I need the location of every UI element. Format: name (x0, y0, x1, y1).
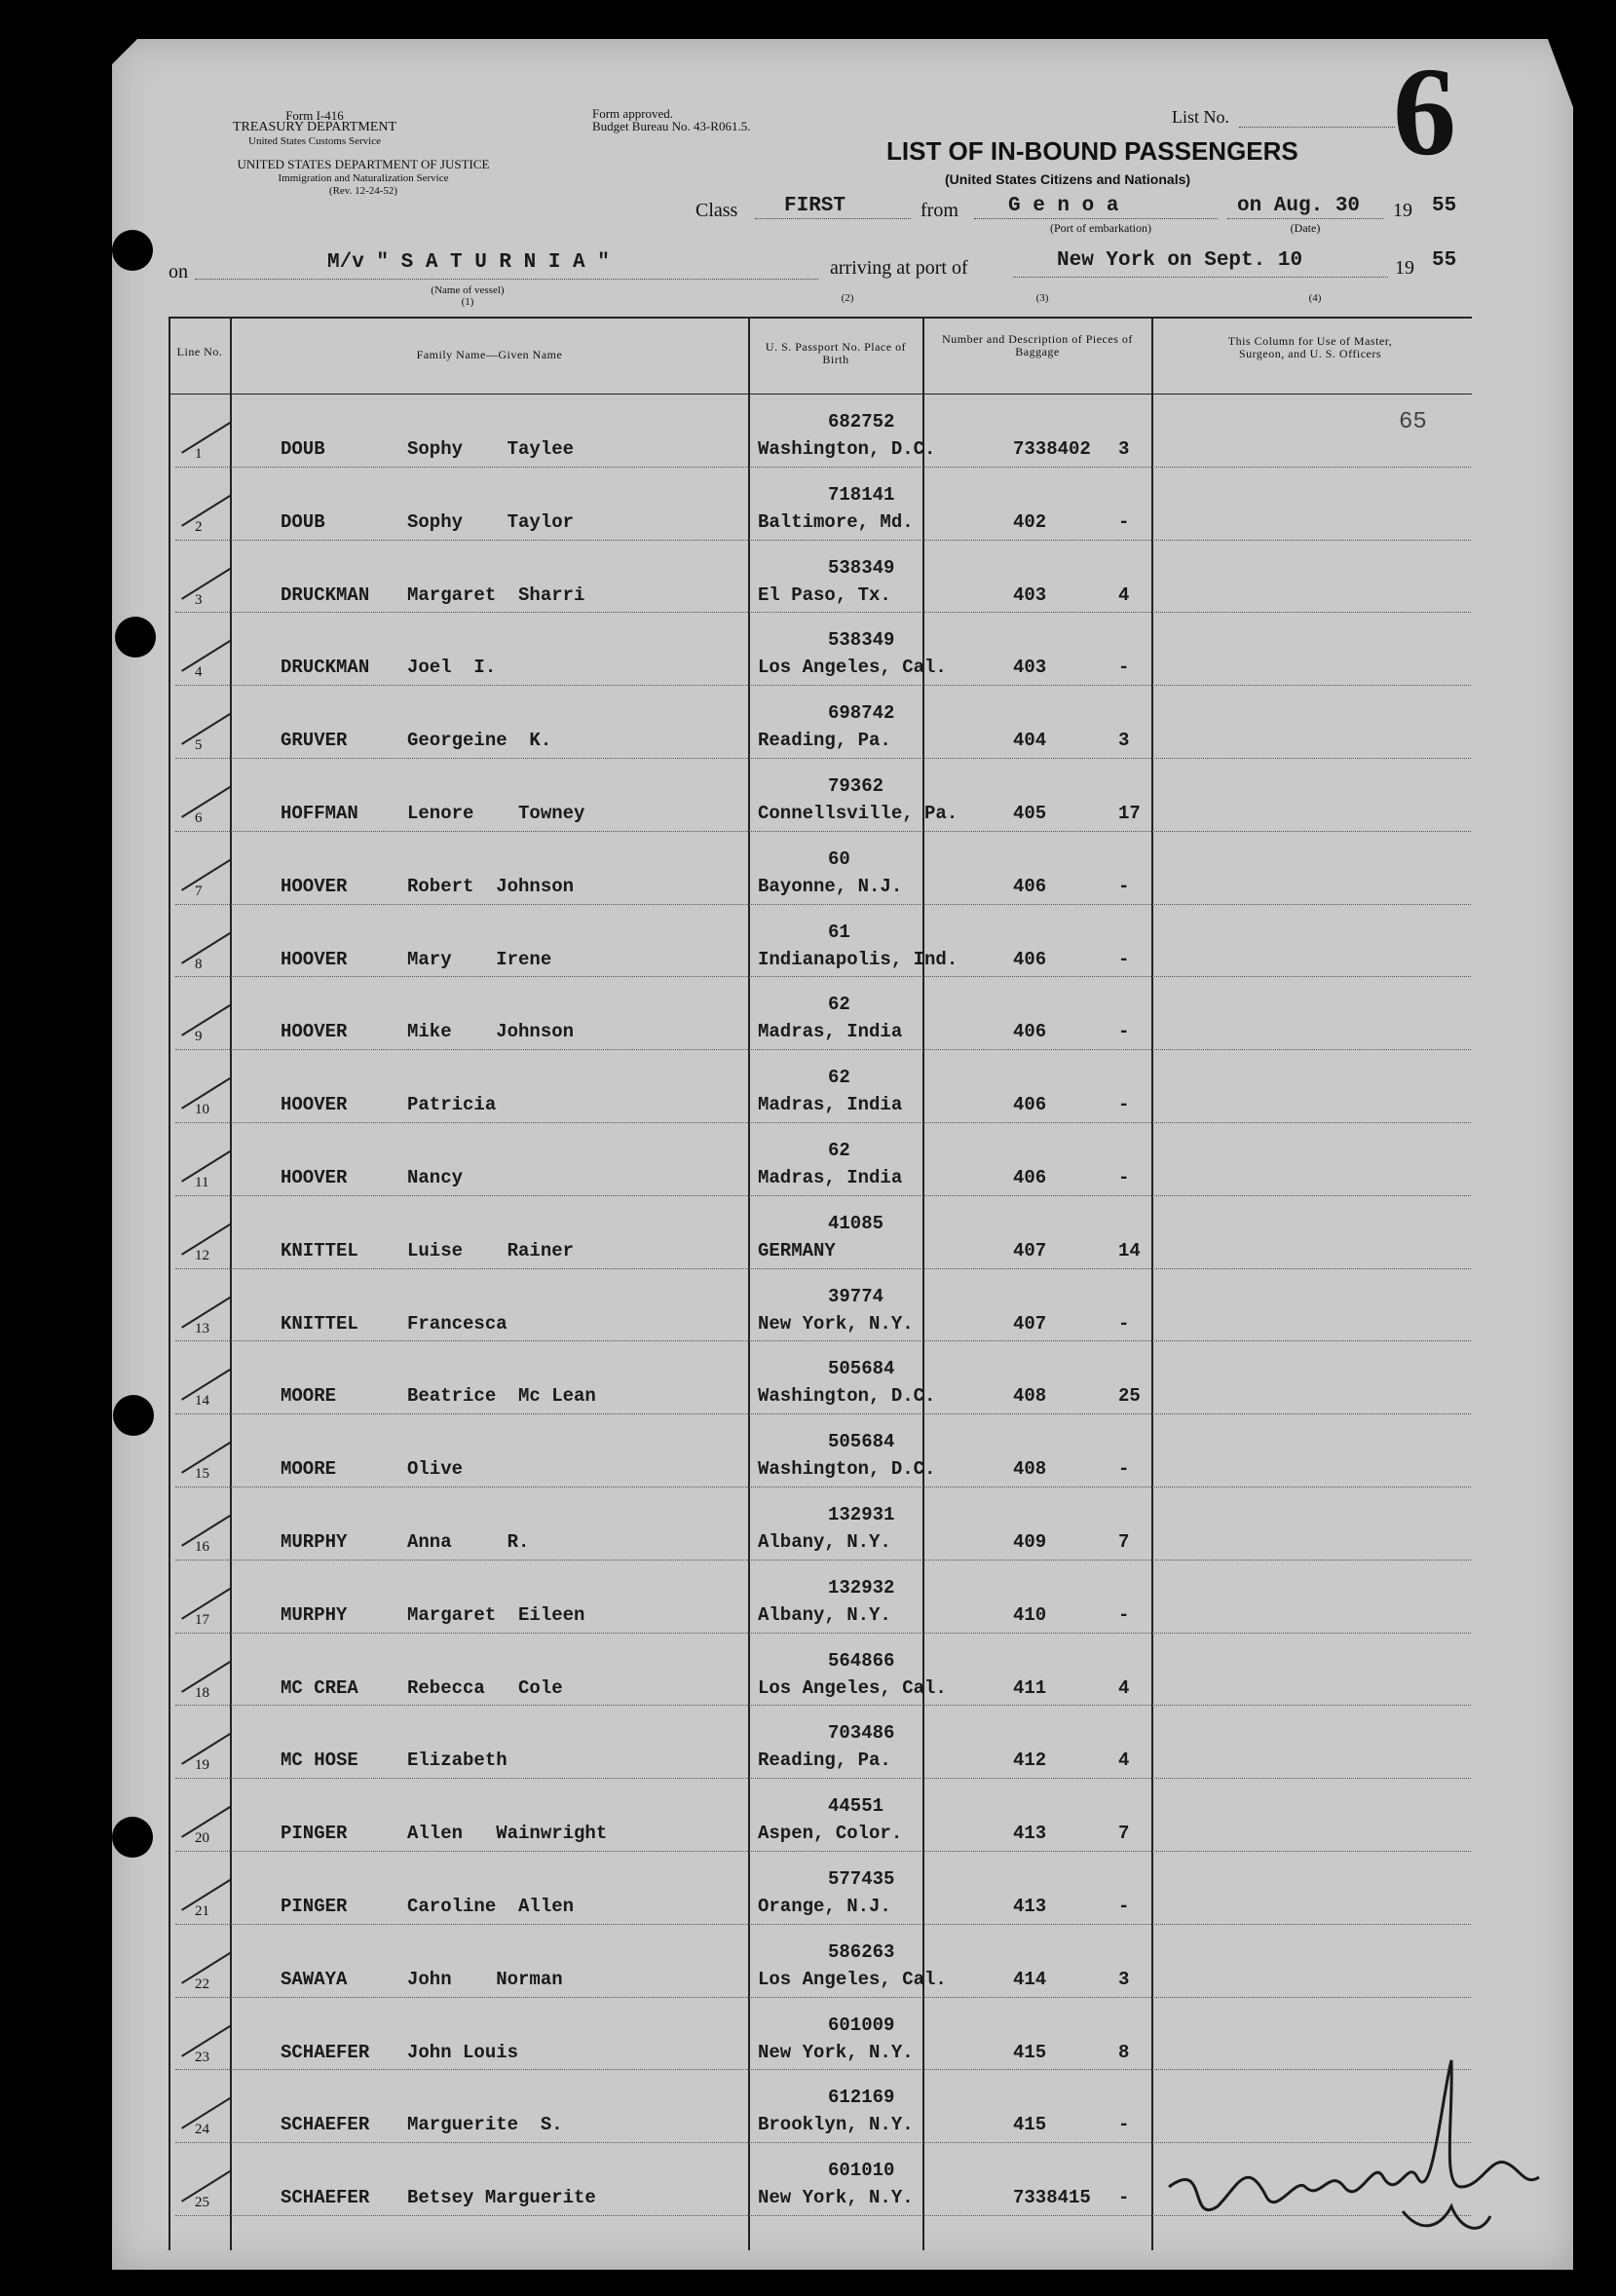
row-divider (175, 1705, 1471, 1706)
line-number: 16 (195, 1539, 209, 1555)
form-approved: Form approved. (592, 106, 674, 121)
ins-service: Immigration and Naturalization Service (278, 172, 449, 184)
place-of-birth: Madras, India (758, 1094, 903, 1116)
place-of-birth: Albany, N.Y. (758, 1531, 891, 1553)
place-of-birth: New York, N.Y. (758, 2041, 914, 2063)
family-name: MC HOSE (281, 1750, 358, 1772)
punch-hole (113, 1395, 154, 1436)
given-name: Betsey Marguerite (407, 2187, 596, 2209)
baggage-pieces: 3 (1118, 1968, 1130, 1990)
row-divider (175, 758, 1471, 759)
punch-hole (115, 617, 156, 658)
line-number: 5 (195, 737, 203, 754)
baggage-pieces: 25 (1118, 1385, 1141, 1408)
passport-number: 62 (828, 1067, 850, 1089)
family-name: HOOVER (281, 1167, 348, 1188)
row-divider (175, 1851, 1471, 1852)
given-name: Sophy Taylee (407, 438, 575, 460)
given-name: Patricia (407, 1094, 497, 1116)
line-number: 15 (195, 1466, 209, 1483)
header-bottom-border (169, 394, 1472, 395)
class-label: Class (695, 200, 738, 221)
row-divider (175, 540, 1471, 541)
row-divider (175, 1122, 1471, 1123)
line-number: 19 (195, 1757, 209, 1774)
officer-note: 65 (1399, 409, 1427, 435)
passport-number: 538349 (828, 629, 895, 652)
baggage-tag: 409 (1013, 1531, 1047, 1553)
line-number: 17 (195, 1611, 209, 1628)
passport-number: 718141 (828, 483, 895, 506)
given-name: Anna R. (407, 1531, 530, 1553)
table-left-border (169, 317, 170, 2250)
place-of-birth: GERMANY (758, 1239, 836, 1261)
punch-hole (112, 230, 153, 271)
given-name: Robert Johnson (407, 875, 575, 897)
baggage-tag: 7338415 (1013, 2187, 1091, 2209)
baggage-pieces: - (1118, 1094, 1130, 1116)
page-corner (112, 39, 137, 64)
line-number: 6 (195, 810, 203, 826)
passport-number: 538349 (828, 556, 895, 579)
baggage-pieces: - (1118, 2187, 1130, 2209)
baggage-tag: 403 (1013, 657, 1047, 679)
family-name: HOOVER (281, 1094, 348, 1116)
given-name: Margaret Eileen (407, 1603, 585, 1626)
given-name: Francesca (407, 1312, 507, 1335)
family-name: KNITTEL (281, 1312, 358, 1335)
line-number: 3 (195, 591, 203, 608)
baggage-tag: 408 (1013, 1385, 1047, 1408)
given-name: Nancy (407, 1167, 464, 1188)
passport-number: 505684 (828, 1431, 895, 1453)
baggage-col-border (1151, 317, 1153, 2250)
row-divider (175, 685, 1471, 686)
line-number: 23 (195, 2049, 209, 2065)
place-of-birth: New York, N.Y. (758, 1312, 914, 1335)
arrival-line (1013, 277, 1388, 278)
line-number: 13 (195, 1320, 209, 1336)
baggage-pieces: 17 (1118, 803, 1141, 824)
place-of-birth: Reading, Pa. (758, 1750, 891, 1772)
baggage-tag: 415 (1013, 2041, 1047, 2063)
place-of-birth: Washington, D.C. (758, 438, 936, 460)
passport-number: 564866 (828, 1649, 895, 1672)
line-number: 2 (195, 518, 203, 535)
given-name: Marguerite S. (407, 2114, 563, 2136)
revision: (Rev. 12-24-52) (328, 185, 398, 197)
baggage-pieces: - (1118, 1896, 1130, 1917)
list-no-label: List No. (1172, 107, 1230, 127)
family-name: KNITTEL (281, 1239, 358, 1261)
justice-dept: UNITED STATES DEPARTMENT OF JUSTICE (237, 157, 490, 171)
col-ref-3: (3) (1035, 292, 1049, 304)
line-number: 7 (195, 883, 203, 899)
baggage-tag: 406 (1013, 948, 1047, 970)
place-of-birth: Orange, N.J. (758, 1896, 891, 1917)
punch-hole (112, 1817, 153, 1858)
baggage-pieces: - (1118, 510, 1130, 533)
passport-number: 505684 (828, 1358, 895, 1380)
row-divider (175, 976, 1471, 977)
family-name: HOOVER (281, 875, 348, 897)
given-name: John Louis (407, 2041, 519, 2063)
baggage-tag: 406 (1013, 875, 1047, 897)
baggage-pieces: - (1118, 2114, 1130, 2136)
place-of-birth: Los Angeles, Cal. (758, 1676, 947, 1699)
baggage-tag: 406 (1013, 1021, 1047, 1043)
baggage-pieces: 8 (1118, 2041, 1130, 2063)
baggage-pieces: - (1118, 1167, 1130, 1188)
passport-number: 698742 (828, 702, 895, 725)
row-divider (175, 467, 1471, 468)
baggage-pieces: - (1118, 1312, 1130, 1335)
place-of-birth: Aspen, Color. (758, 1823, 903, 1845)
baggage-pieces: - (1118, 948, 1130, 970)
baggage-pieces: 3 (1118, 730, 1130, 752)
place-of-birth: Madras, India (758, 1021, 903, 1043)
baggage-pieces: 14 (1118, 1239, 1141, 1261)
place-of-birth: Albany, N.Y. (758, 1603, 891, 1626)
family-name: DRUCKMAN (281, 583, 370, 606)
baggage-tag: 411 (1013, 1676, 1047, 1699)
budget-bureau: Budget Bureau No. 43-R061.5. (592, 119, 751, 133)
row-divider (175, 904, 1471, 905)
family-name: MOORE (281, 1385, 337, 1408)
place-of-birth: Reading, Pa. (758, 730, 891, 752)
passport-number: 39774 (828, 1285, 884, 1307)
from-label: from (921, 200, 958, 221)
family-name: DOUB (281, 438, 325, 460)
arrival-port-date: New York on Sept. 10 (1057, 249, 1303, 272)
baggage-tag: 408 (1013, 1458, 1047, 1481)
arrival-year: 55 (1432, 249, 1457, 272)
department: TREASURY DEPARTMENT (232, 120, 397, 134)
family-name: SCHAEFER (281, 2041, 370, 2063)
passport-number: 41085 (828, 1212, 884, 1234)
baggage-tag: 413 (1013, 1823, 1047, 1845)
family-name: DOUB (281, 510, 325, 533)
line-number: 14 (195, 1393, 209, 1410)
given-name: Luise Rainer (407, 1239, 575, 1261)
departure-year: 55 (1432, 195, 1457, 217)
row-divider (175, 831, 1471, 832)
place-of-birth: Brooklyn, N.Y. (758, 2114, 914, 2136)
line-number: 10 (195, 1102, 209, 1118)
line-number: 12 (195, 1247, 209, 1263)
place-of-birth: Baltimore, Md. (758, 510, 914, 533)
baggage-tag: 413 (1013, 1896, 1047, 1917)
baggage-pieces: - (1118, 1458, 1130, 1481)
passport-number: 44551 (828, 1795, 884, 1818)
baggage-tag: 414 (1013, 1968, 1047, 1990)
given-name: Georgeine K. (407, 730, 552, 752)
given-name: Margaret Sharri (407, 583, 585, 606)
family-name: MOORE (281, 1458, 337, 1481)
baggage-tag: 405 (1013, 803, 1047, 824)
baggage-pieces: - (1118, 657, 1130, 679)
family-name: HOOVER (281, 948, 348, 970)
place-of-birth: Bayonne, N.J. (758, 875, 903, 897)
given-name: Allen Wainwright (407, 1823, 608, 1845)
vessel-name: M/v " S A T U R N I A " (327, 251, 610, 274)
document-subtitle: (United States Citizens and Nationals) (945, 171, 1191, 187)
family-name: MURPHY (281, 1603, 348, 1626)
passport-number: 132932 (828, 1576, 895, 1599)
baggage-tag: 406 (1013, 1094, 1047, 1116)
baggage-tag: 412 (1013, 1750, 1047, 1772)
baggage-tag: 404 (1013, 730, 1047, 752)
header-baggage: Number and Description of Pieces of Baggage (942, 332, 1133, 358)
on-label: on (169, 261, 188, 282)
row-divider (175, 1778, 1471, 1779)
baggage-tag: 407 (1013, 1239, 1047, 1261)
baggage-pieces: 4 (1118, 583, 1130, 606)
page-corner (1548, 39, 1573, 107)
line-number: 18 (195, 1684, 209, 1701)
passport-number: 601010 (828, 2160, 895, 2182)
arrival-year-prefix: 19 (1395, 257, 1414, 279)
vessel-caption: (Name of vessel) (431, 284, 505, 296)
line-number: 21 (195, 1903, 209, 1919)
port-line (974, 218, 1218, 219)
officer-signature (1149, 2041, 1559, 2245)
given-name: Beatrice Mc Lean (407, 1385, 596, 1408)
baggage-tag: 410 (1013, 1603, 1047, 1626)
place-of-birth: Washington, D.C. (758, 1458, 936, 1481)
family-name: PINGER (281, 1896, 348, 1917)
given-name: Mary Irene (407, 948, 552, 970)
row-divider (175, 1633, 1471, 1634)
col-ref-4: (4) (1308, 292, 1322, 304)
row-divider (175, 612, 1471, 613)
baggage-pieces: 7 (1118, 1531, 1130, 1553)
header-line-no: Line No. (176, 345, 223, 358)
given-name: Rebecca Cole (407, 1676, 563, 1699)
place-of-birth: Madras, India (758, 1167, 903, 1188)
family-name: DRUCKMAN (281, 657, 370, 679)
line-number: 24 (195, 2122, 209, 2138)
family-name: MURPHY (281, 1531, 348, 1553)
given-name: Sophy Taylor (407, 510, 575, 533)
passport-number: 682752 (828, 411, 895, 433)
baggage-pieces: - (1118, 875, 1130, 897)
row-divider (175, 1413, 1471, 1414)
place-of-birth: Washington, D.C. (758, 1385, 936, 1408)
passport-number: 703486 (828, 1722, 895, 1745)
row-divider (175, 1268, 1471, 1269)
date-line (1227, 218, 1383, 219)
line-number: 1 (195, 446, 203, 462)
place-of-birth: Indianapolis, Ind. (758, 948, 958, 970)
place-of-birth: Los Angeles, Cal. (758, 1968, 947, 1990)
line-number: 11 (195, 1175, 209, 1190)
baggage-tag: 406 (1013, 1167, 1047, 1188)
place-of-birth: El Paso, Tx. (758, 583, 891, 606)
table-top-border (169, 317, 1472, 319)
col-ref-1: (1) (461, 296, 474, 308)
baggage-tag: 7338402 (1013, 438, 1091, 460)
family-name: HOFFMAN (281, 803, 358, 824)
name-col-border (748, 317, 750, 2250)
line-col-border (230, 317, 232, 2250)
row-divider (175, 1924, 1471, 1925)
baggage-pieces: 3 (1118, 438, 1130, 460)
passport-number: 60 (828, 847, 850, 870)
passport-number: 61 (828, 921, 850, 943)
customs-service: United States Customs Service (248, 135, 381, 147)
header-officers: This Column for Use of Master, Surgeon, and U. S. Officers (1227, 334, 1393, 360)
baggage-tag: 415 (1013, 2114, 1047, 2136)
baggage-tag: 403 (1013, 583, 1047, 606)
baggage-tag: 402 (1013, 510, 1047, 533)
line-number: 9 (195, 1029, 203, 1045)
passport-col-border (922, 317, 924, 2250)
baggage-pieces: - (1118, 1021, 1130, 1043)
list-no-line (1239, 127, 1395, 128)
row-divider (175, 1560, 1471, 1561)
family-name: SCHAEFER (281, 2114, 370, 2136)
header-name: Family Name—Given Name (416, 348, 563, 361)
port-of-embarkation: G e n o a (1008, 195, 1119, 217)
row-divider (175, 1340, 1471, 1341)
year-prefix: 19 (1393, 200, 1412, 221)
family-name: SCHAEFER (281, 2187, 370, 2209)
line-number: 25 (195, 2195, 209, 2211)
departure-date: on Aug. 30 (1237, 195, 1361, 217)
line-number: 4 (195, 664, 203, 681)
given-name: Caroline Allen (407, 1896, 575, 1917)
passport-number: 577435 (828, 1868, 895, 1890)
place-of-birth: New York, N.Y. (758, 2187, 914, 2209)
vessel-line (195, 279, 818, 280)
family-name: SAWAYA (281, 1968, 348, 1990)
list-number: 6 (1393, 42, 1456, 182)
passport-number: 62 (828, 1140, 850, 1161)
class-line (755, 218, 911, 219)
document-title: LIST OF IN-BOUND PASSENGERS (886, 136, 1298, 166)
passport-number: 612169 (828, 2087, 895, 2109)
baggage-pieces: 7 (1118, 1823, 1130, 1845)
col-ref-2: (2) (841, 292, 854, 304)
family-name: HOOVER (281, 1021, 348, 1043)
date-caption: (Date) (1290, 221, 1321, 235)
line-number: 22 (195, 1976, 209, 1992)
baggage-pieces: - (1118, 1603, 1130, 1626)
passport-number: 132931 (828, 1504, 895, 1525)
baggage-pieces: 4 (1118, 1750, 1130, 1772)
passport-number: 586263 (828, 1940, 895, 1963)
line-number: 8 (195, 956, 203, 972)
family-name: PINGER (281, 1823, 348, 1845)
form-number: Form I-416 (285, 108, 344, 123)
given-name: Lenore Towney (407, 803, 585, 824)
family-name: GRUVER (281, 730, 348, 752)
passport-number: 62 (828, 994, 850, 1016)
header-passport: U. S. Passport No. Place of Birth (765, 340, 907, 366)
row-divider (175, 1997, 1471, 1998)
passport-number: 79362 (828, 775, 884, 797)
place-of-birth: Los Angeles, Cal. (758, 657, 947, 679)
baggage-pieces: 4 (1118, 1676, 1130, 1699)
given-name: John Norman (407, 1968, 563, 1990)
line-number: 20 (195, 1830, 209, 1847)
port-caption: (Port of embarkation) (1050, 221, 1151, 235)
given-name: Elizabeth (407, 1750, 507, 1772)
row-divider (175, 1049, 1471, 1050)
passport-number: 601009 (828, 2014, 895, 2036)
given-name: Mike Johnson (407, 1021, 575, 1043)
row-divider (175, 1195, 1471, 1196)
given-name: Olive (407, 1458, 464, 1481)
place-of-birth: Connellsville, Pa. (758, 803, 958, 824)
baggage-tag: 407 (1013, 1312, 1047, 1335)
arriving-label: arriving at port of (830, 257, 968, 279)
class-value: FIRST (784, 195, 846, 217)
family-name: MC CREA (281, 1676, 358, 1699)
given-name: Joel I. (407, 657, 497, 679)
